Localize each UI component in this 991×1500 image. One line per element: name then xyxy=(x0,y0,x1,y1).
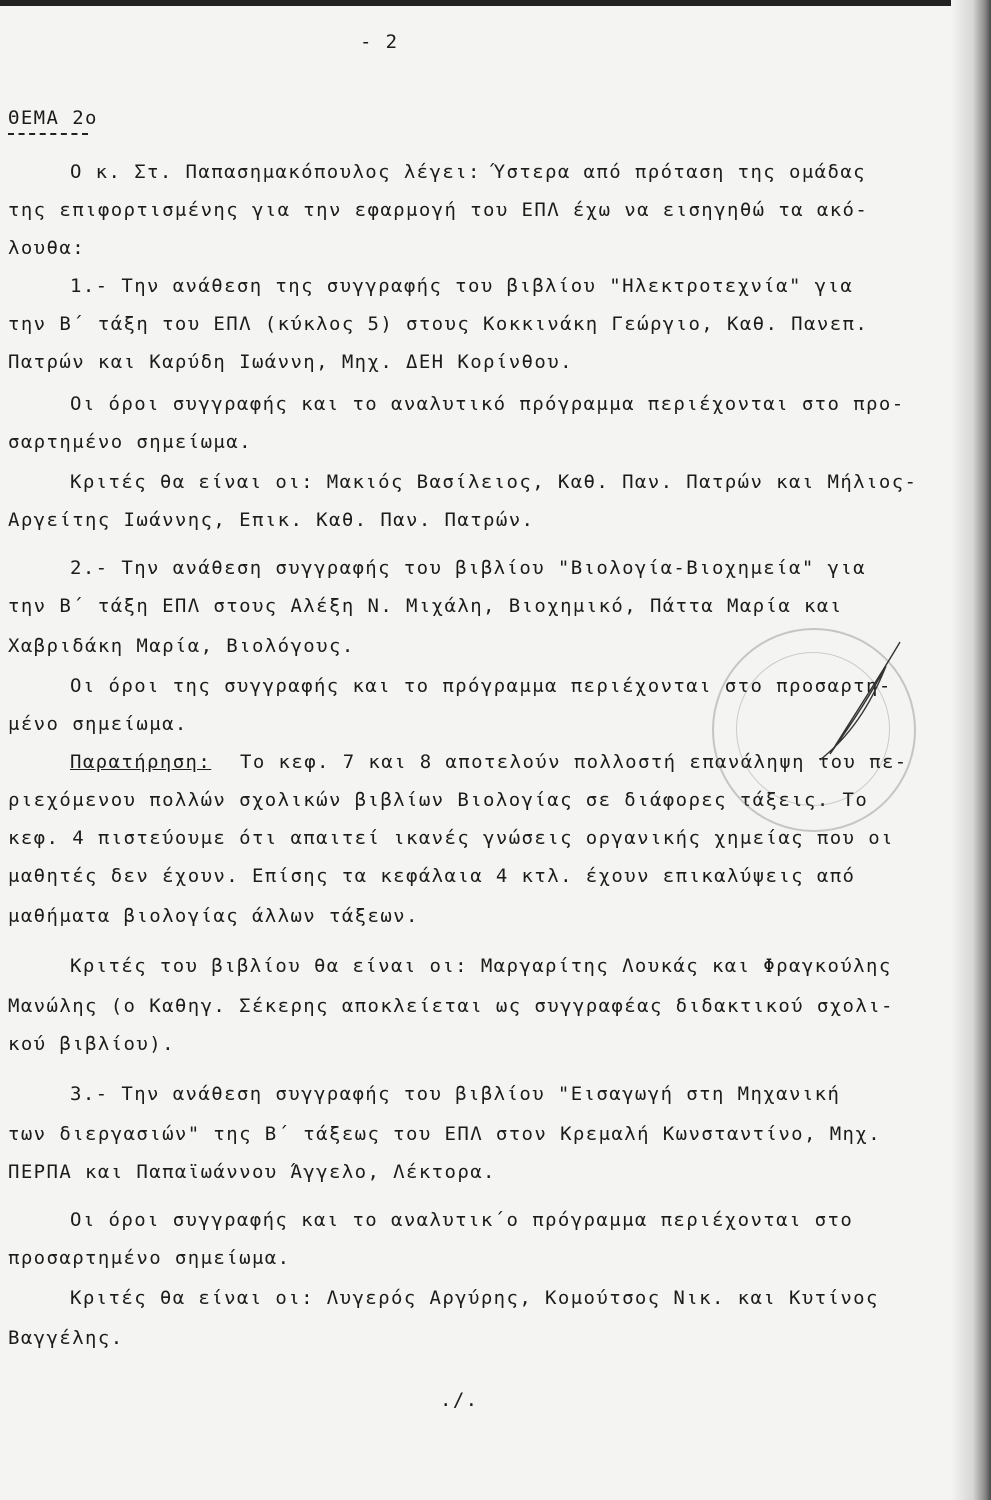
text-line: μαθητές δεν έχουν. Επίσης τα κεφάλαια 4 κτλ. έχουν επικαλύψεις από xyxy=(8,865,856,887)
scan-top-edge xyxy=(0,0,991,6)
text-line: σαρτημένο σημείωμα. xyxy=(8,431,252,453)
text-line: κού βιβλίου). xyxy=(8,1033,175,1055)
text-line: των διεργασιών" της Β΄ τάξεως του ΕΠΛ στον Κρεμαλή Κωνσταντίνο, Μηχ. xyxy=(8,1123,882,1145)
text-line: ΠΕΡΠΑ και Παπαϊωάννου Άγγελο, Λέκτορα. xyxy=(8,1161,496,1183)
text-line: Πατρών και Καρύδη Ιωάννη, Μηχ. ΔΕΗ Κορίνθου. xyxy=(8,351,573,373)
continuation-mark: ./. xyxy=(440,1389,479,1411)
signature xyxy=(790,636,910,766)
text-line: Κριτές του βιβλίου θα είναι οι: Μαργαρίτης Λουκάς και Φραγκούλης xyxy=(70,955,892,977)
text-line: μένο σημείωμα. xyxy=(8,713,188,735)
text-line: Βαγγέλης. xyxy=(8,1327,124,1349)
text-line: ριεχόμενου πολλών σχολικών βιβλίων Βιολογίας σε διάφορες τάξεις. Το xyxy=(8,789,869,811)
heading-underline xyxy=(8,133,88,135)
text-line: την Β΄ τάξη ΕΠΛ στους Αλέξη Ν. Μιχάλη, Βιοχημικό, Πάττα Μαρία και xyxy=(8,595,843,617)
text-line: Χαβριδάκη Μαρία, Βιολόγους. xyxy=(8,635,355,657)
text-line: λουθα: xyxy=(8,237,86,259)
text-line: προσαρτημένο σημείωμα. xyxy=(8,1247,291,1269)
text-line: της επιφορτισμένης για την εφαρμογή του ΕΠΛ έχω να εισηγηθώ τα ακό- xyxy=(8,199,869,221)
text-line: Το κεφ. 7 και 8 αποτελούν πολλοστή επανάληψη του πε- xyxy=(240,751,908,773)
text-line: Κριτές θα είναι οι: Μακιός Βασίλειος, Καθ. Παν. Πατρών και Μήλιος- xyxy=(70,471,918,493)
text-line: Μανώλης (ο Καθηγ. Σέκερης αποκλείεται ως συγγραφέας διδακτικού σχολι- xyxy=(8,995,894,1017)
section-heading: ΘΕΜΑ 2ο xyxy=(8,107,98,129)
text-line: Οι όροι συγγραφής και το αναλυτικό πρόγραμμα περιέχονται στο προ- xyxy=(70,393,905,415)
scan-right-edge xyxy=(951,0,991,1500)
text-line: Ο κ. Στ. Παπασημακόπουλος λέγει: Ύστερα από πρόταση της ομάδας xyxy=(70,161,867,183)
text-line: Οι όροι συγγραφής και το αναλυτικ΄ο πρόγραμμα περιέχονται στο xyxy=(70,1209,854,1231)
text-line: 2.- Την ανάθεση συγγραφής του βιβλίου "Βιολογία-Βιοχημεία" για xyxy=(70,557,867,579)
text-line: 3.- Την ανάθεση συγγραφής του βιβλίου "Εισαγωγή στη Μηχανική xyxy=(70,1083,841,1105)
text-line: 1.- Την ανάθεση της συγγραφής του βιβλίου "Ηλεκτροτεχνία" για xyxy=(70,275,854,297)
remark-label: Παρατήρηση: xyxy=(70,751,212,773)
text-line: την Β΄ τάξη του ΕΠΛ (κύκλος 5) στους Κοκκινάκη Γεώργιο, Καθ. Πανεπ. xyxy=(8,313,869,335)
text-line: Κριτές θα είναι οι: Λυγερός Αργύρης, Κομούτσος Νικ. και Κυτίνος xyxy=(70,1287,879,1309)
text-line: κεφ. 4 πιστεύουμε ότι απαιτεί ικανές γνώσεις οργανικής χημείας που οι xyxy=(8,827,894,849)
page-number: - 2 xyxy=(360,31,399,53)
text-line: μαθήματα βιολογίας άλλων τάξεων. xyxy=(8,905,419,927)
text-line: Οι όροι της συγγραφής και το πρόγραμμα περιέχονται στο προσαρτη- xyxy=(70,675,892,697)
text-line: Αργείτης Ιωάννης, Επικ. Καθ. Παν. Πατρών. xyxy=(8,509,535,531)
